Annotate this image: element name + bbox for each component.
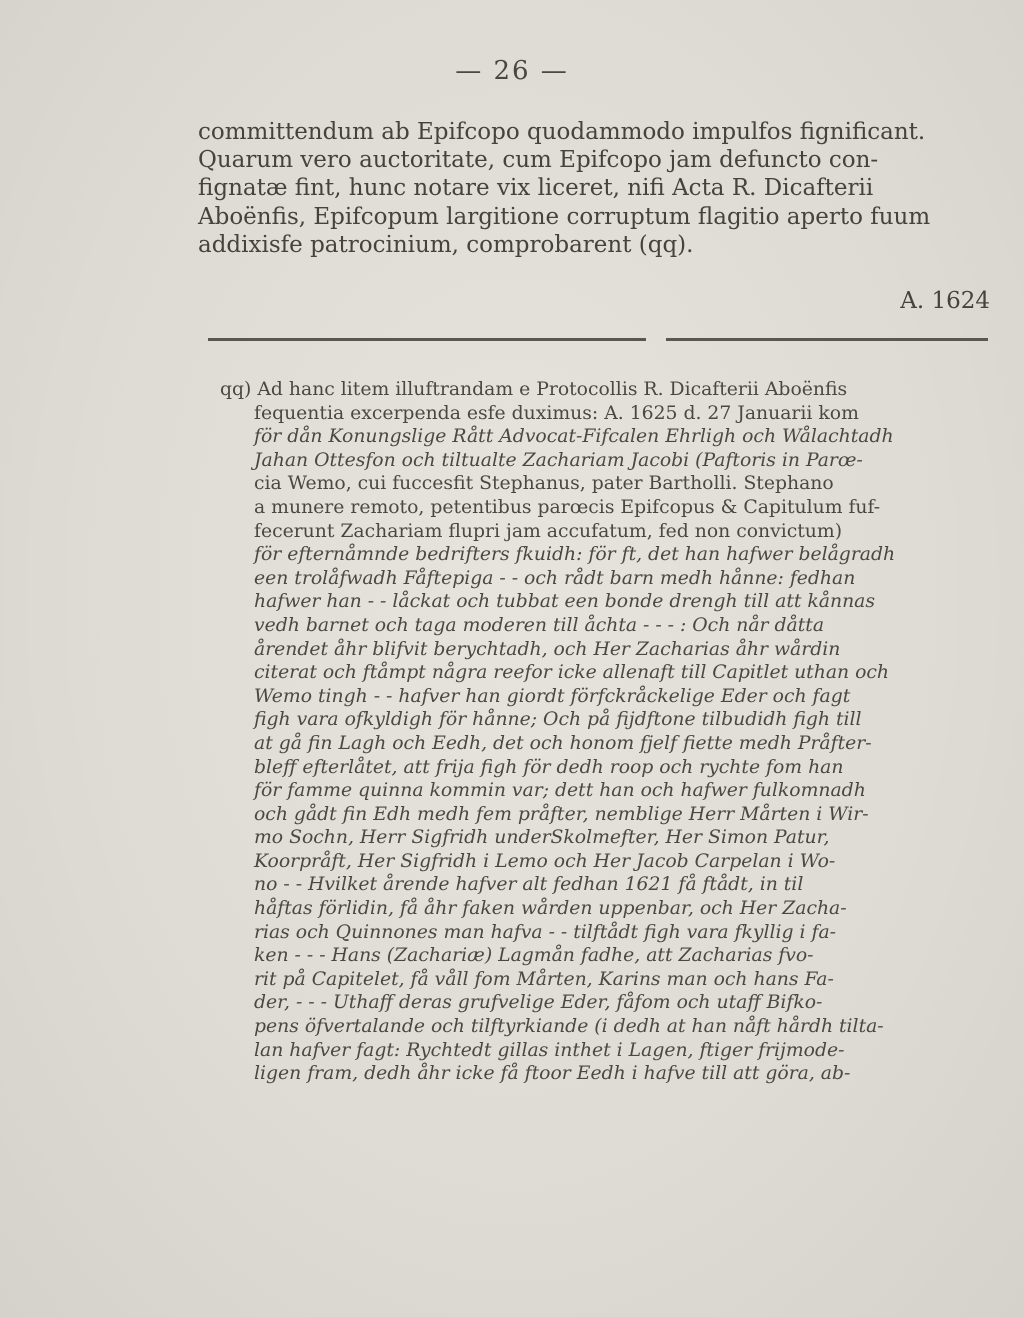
footnote-line: no - - Hvilket årende hafver alt fedhan 1621 få ftådt, in til [254, 874, 804, 896]
footnote-line: fequentia excerpenda esfe duximus: A. 1625 d. 27 Januarii kom [254, 402, 859, 424]
footnote-line: och gådt fin Edh medh fem pråfter, nemblige Herr Mårten i Wir- [254, 803, 869, 825]
footnote-line: a munere remoto, petentibus parœcis Epifcopus & Capitulum fuf- [254, 496, 881, 518]
footnote-line: cia Wemo, cui fuccesfit Stephanus, pater Bartholli. Stephano [254, 473, 834, 495]
footnote-line: håftas förlidin, få åhr faken wården uppenbar, och Her Zacha- [254, 898, 847, 920]
footnote-line: Wemo tingh - - hafver han giordt förfckråckelige Eder och fagt [254, 685, 851, 707]
footnote-line: ligen fram, dedh åhr icke få ftoor Eedh i hafve till att göra, ab- [254, 1063, 851, 1085]
footnote-line: qq) Ad hanc litem illuftrandam e Protocollis R. Dicafterii Aboënfis [220, 379, 848, 400]
footnote-line: at gå fin Lagh och Eedh, det och honom fjelf fiette medh Pråfter- [254, 732, 872, 754]
footnote-line: för dån Konungslige Rått Advocat-Fifcalen Ehrligh och Wålachtadh [254, 426, 894, 448]
footnote-line: för efternåmnde bedrifters fkuidh: för ft, det han hafwer belågradh [254, 544, 896, 566]
page-number: — 26 — [455, 56, 569, 86]
footnote-line: rias och Quinnones man hafva - - tilftådt figh vara fkyllig i fa- [254, 921, 837, 943]
footnote-line: hafwer han - - låckat och tubbat een bonde drengh till att kånnas [254, 591, 876, 613]
footnote-line: för famme quinna kommin var; dett han och hafwer fulkomnadh [254, 780, 866, 802]
margin-year-note: A. 1624 [900, 288, 990, 314]
footnote-line: citerat och ftåmpt några reefor icke allenaft till Capitlet uthan och [254, 662, 890, 684]
footnote-line: rit på Capitelet, få våll fom Mårten, Karins man och hans Fa- [254, 968, 834, 990]
footnote-line: mo Sochn, Herr Sigfridh underSkolmefter, Her Simon Patur, [254, 827, 830, 849]
footnote-line: Koorpråft, Her Sigfridh i Lemo och Her Jacob Carpelan i Wo- [254, 850, 836, 872]
footnote-line: årendet åhr blifvit berychtadh, och Her Zacharias åhr wårdin [254, 638, 841, 660]
footnote-line: fecerunt Zachariam flupri jam accufatum, fed non convictum) [254, 520, 843, 542]
footnote-line: ken - - - Hans (Zachariæ) Lagmån fadhe, att Zacharias fvo- [254, 945, 814, 967]
footnote [220, 378, 994, 1086]
main-text-line: Quarum vero auctoritate, cum Epifcopo jam defuncto con- [198, 147, 879, 174]
footnote-line: Jahan Ottesfon och tiltualte Zachariam Jacobi (Paftoris in Parœ- [254, 449, 863, 471]
footnote-line: bleff efterlåtet, att frija figh för dedh roop och rychte fom han [254, 756, 844, 778]
main-text-line: Aboënfis, Epifcopum largitione corruptum flagitio aperto fuum [198, 203, 931, 230]
footnote-line: lan hafver fagt: Rychtedt gillas inthet i Lagen, ftiger frijmode- [254, 1039, 845, 1061]
main-text-line: addixisfe patrocinium, comprobarent (qq). [198, 231, 694, 258]
footnote-line: vedh barnet och taga moderen till åchta - - - : Och når dåtta [254, 614, 825, 636]
footnote-line: pens öfvertalande och tilftyrkiande (i dedh at han nåft hårdh tilta- [254, 1016, 884, 1038]
main-text-line: committendum ab Epifcopo quodammodo impulfos fignificant. [198, 119, 926, 145]
main-text-line: fignatæ fint, hunc notare vix liceret, nifi Acta R. Dicafterii [198, 175, 874, 202]
main-text [198, 118, 988, 259]
footnote-line: een trolåfwadh Fåftepiga - - och rådt barn medh hånne: fedhan [254, 567, 856, 589]
footnote-line: figh vara ofkyldigh för hånne; Och på fijdftone tilbudidh figh till [254, 709, 862, 731]
footnote-separator-left [208, 338, 646, 341]
footnote-separator-right [666, 338, 988, 341]
footnote-line: der, - - - Uthaff deras grufvelige Eder, fåfom och utaff Bifko- [254, 992, 823, 1014]
